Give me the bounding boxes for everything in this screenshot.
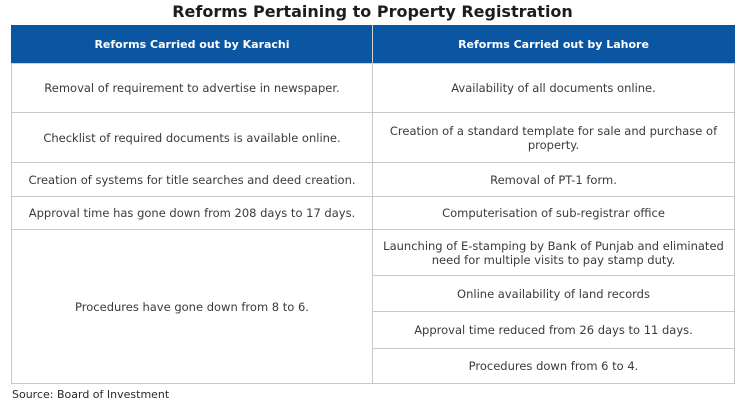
lahore-cell: Procedures down from 6 to 4. [373, 349, 735, 384]
karachi-cell-merged: Procedures have gone down from 8 to 6. [12, 230, 373, 384]
table-row [12, 113, 735, 163]
page-title: Reforms Pertaining to Property Registration [172, 2, 573, 21]
karachi-cell: Creation of systems for title searches and deed creation. [12, 163, 373, 197]
karachi-cell: Approval time has gone down from 208 days to 17 days. [12, 197, 373, 230]
karachi-cell: Checklist of required documents is available online. [12, 113, 373, 163]
source-note: Source: Board of Investment [12, 388, 170, 401]
lahore-cell: Approval time reduced from 26 days to 11 days. [373, 312, 735, 349]
table-row [12, 230, 735, 276]
header-lahore: Reforms Carried out by Lahore [373, 26, 735, 64]
header-karachi: Reforms Carried out by Karachi [12, 26, 373, 64]
reforms-table [11, 25, 735, 384]
karachi-cell: Removal of requirement to advertise in newspaper. [12, 64, 373, 113]
lahore-cell: Removal of PT-1 form. [373, 163, 735, 197]
lahore-cell: Computerisation of sub-registrar office [373, 197, 735, 230]
lahore-cell: Availability of all documents online. [373, 64, 735, 113]
table-row [12, 163, 735, 197]
lahore-cell: Creation of a standard template for sale and purchase of property. [373, 113, 735, 163]
table-row [12, 197, 735, 230]
table-header-row [12, 26, 735, 64]
lahore-cell: Launching of E-stamping by Bank of Punjab and eliminated need for multiple visits to pay stamp duty. [373, 230, 735, 276]
lahore-cell: Online availability of land records [373, 276, 735, 312]
table-row [12, 64, 735, 113]
